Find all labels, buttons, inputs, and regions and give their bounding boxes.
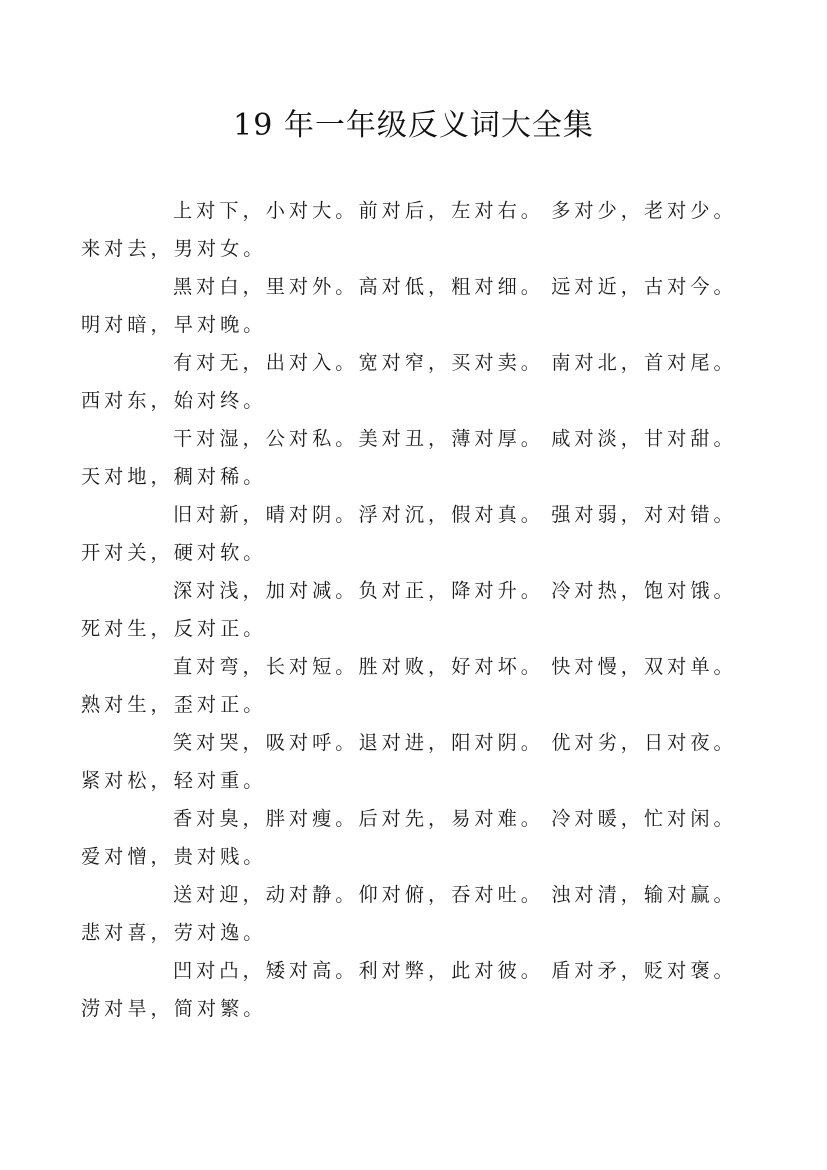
- phrase: 上对下，小对大。: [173, 199, 359, 222]
- document-body: [81, 192, 737, 1028]
- paragraph: [81, 876, 737, 952]
- phrase: 负对正，降对升。: [358, 579, 544, 602]
- phrase: 香对臭，胖对瘦。: [173, 807, 359, 830]
- phrase: 浊对清，输对赢。: [551, 883, 737, 906]
- phrase: 利对弊，此对彼。: [358, 959, 544, 982]
- paragraph-line: [127, 952, 737, 990]
- paragraph: [81, 268, 737, 344]
- phrase: 有对无，出对入。: [173, 351, 359, 374]
- paragraph-line: [127, 344, 737, 382]
- phrase: 南对北，首对尾。: [551, 351, 737, 374]
- paragraph-line: [127, 800, 737, 838]
- paragraph-line: 涝对旱，简对繁。: [81, 997, 267, 1020]
- paragraph-line: [127, 648, 737, 686]
- paragraph: [81, 572, 737, 648]
- phrase: 盾对矛，贬对褒。: [551, 959, 737, 982]
- paragraph: [81, 496, 737, 572]
- phrase: 冷对暖，忙对闲。: [551, 807, 737, 830]
- paragraph-line: [127, 420, 737, 458]
- paragraph-line: [127, 876, 737, 914]
- paragraph-line: [127, 496, 737, 534]
- phrase: 笑对哭，吸对呼。: [173, 731, 359, 754]
- paragraph-line: 西对东，始对终。: [81, 389, 267, 412]
- phrase: 深对浅，加对减。: [173, 579, 359, 602]
- phrase: 前对后，左对右。: [358, 199, 544, 222]
- paragraph: [81, 724, 737, 800]
- paragraph-line: [127, 572, 737, 610]
- paragraph-line: 来对去，男对女。: [81, 237, 267, 260]
- phrase: 强对弱，对对错。: [551, 503, 737, 526]
- phrase: 直对弯，长对短。: [173, 655, 359, 678]
- paragraph-line: [127, 724, 737, 762]
- paragraph-line: 死对生，反对正。: [81, 617, 267, 640]
- phrase: 浮对沉，假对真。: [358, 503, 544, 526]
- phrase: 后对先，易对难。: [358, 807, 544, 830]
- paragraph-line: 紧对松，轻对重。: [81, 769, 267, 792]
- phrase: 胜对败，好对坏。: [358, 655, 544, 678]
- phrase: 高对低，粗对细。: [358, 275, 544, 298]
- paragraph: [81, 420, 737, 496]
- phrase: 优对劣，日对夜。: [551, 731, 737, 754]
- phrase: 多对少，老对少。: [551, 199, 737, 222]
- paragraph-line: [127, 192, 737, 230]
- paragraph-line: 爱对憎，贵对贱。: [81, 845, 267, 868]
- paragraph-line: 开对关，硬对软。: [81, 541, 267, 564]
- paragraph-line: 悲对喜，劳对逸。: [81, 921, 267, 944]
- phrase: 退对进，阳对阴。: [358, 731, 544, 754]
- phrase: 快对慢，双对单。: [551, 655, 737, 678]
- phrase: 旧对新，晴对阴。: [173, 503, 359, 526]
- phrase: 干对湿，公对私。: [173, 427, 359, 450]
- paragraph: [81, 952, 737, 1028]
- phrase: 远对近，古对今。: [551, 275, 737, 298]
- phrase: 送对迎，动对静。: [173, 883, 359, 906]
- phrase: 凹对凸，矮对高。: [173, 959, 359, 982]
- paragraph-line: 明对暗，早对晚。: [81, 313, 267, 336]
- phrase: 美对丑，薄对厚。: [358, 427, 544, 450]
- phrase: 黑对白，里对外。: [173, 275, 359, 298]
- paragraph: [81, 800, 737, 876]
- paragraph: [81, 648, 737, 724]
- paragraph-line: 熟对生，歪对正。: [81, 693, 267, 716]
- paragraph: [81, 192, 737, 268]
- paragraph-line: [127, 268, 737, 306]
- document-title: 19 年一年级反义词大全集: [233, 108, 594, 143]
- phrase: 宽对窄，买对卖。: [358, 351, 544, 374]
- phrase: 咸对淡，甘对甜。: [551, 427, 737, 450]
- paragraph: [81, 344, 737, 420]
- phrase: 仰对俯，吞对吐。: [358, 883, 544, 906]
- paragraph-line: 天对地，稠对稀。: [81, 465, 267, 488]
- phrase: 冷对热，饱对饿。: [551, 579, 737, 602]
